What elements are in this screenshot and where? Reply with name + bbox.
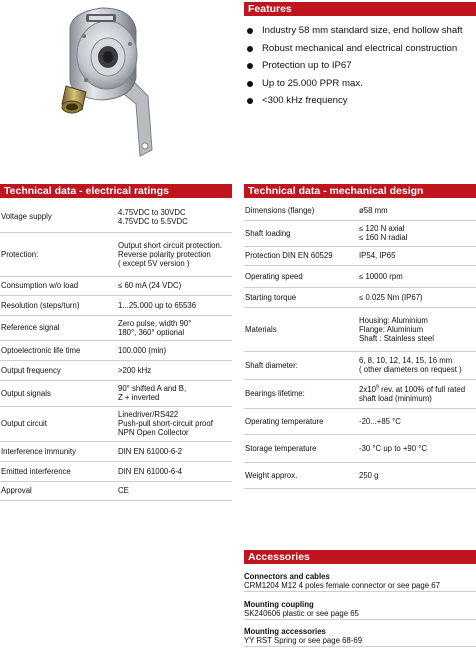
accessory-item — [244, 600, 476, 620]
table-row — [0, 406, 232, 441]
accessory-text: SK240606 plastic or see page 65 — [244, 609, 359, 618]
electrical-spec-value: >200 kHz — [118, 365, 152, 375]
mechanical-spec-value: -30 °C up to +90 °C — [359, 443, 427, 453]
electrical-spec-label: Interference immunity — [1, 446, 76, 456]
table-row — [244, 408, 476, 434]
electrical-spec-value: 100.000 (min) — [118, 345, 167, 355]
table-row — [244, 462, 476, 488]
feature-text: <300 kHz frequency — [262, 95, 348, 106]
electrical-spec-label: Consumption w/o load — [1, 281, 79, 290]
table-row — [0, 202, 232, 232]
table-row — [0, 380, 232, 406]
electrical-spec-value: Zero pulse, width 90° 180°, 360° optional — [118, 318, 192, 337]
electrical-spec-label: Optoelectronic life time — [1, 345, 81, 355]
electrical-ratings-table — [0, 202, 232, 501]
feature-item — [246, 24, 476, 38]
electrical-spec-value: DIN EN 61000-6-2 — [118, 446, 183, 456]
mechanical-spec-value: -20...+85 °C — [359, 416, 401, 426]
feature-text: Industry 58 mm standard size, end hollow shaft — [262, 25, 463, 36]
electrical-spec-label: Resolution (steps/turn) — [1, 300, 80, 310]
table-row — [244, 265, 476, 287]
mechanical-spec-label: Weight approx. — [245, 470, 298, 480]
feature-text: Protection up to IP67 — [262, 60, 352, 71]
mechanical-spec-label: Operating speed — [245, 271, 303, 281]
mechanical-spec-value: IP54, IP65 — [359, 251, 396, 260]
accessory-title: Mounting accessories — [244, 627, 326, 636]
table-row — [0, 295, 232, 315]
table-row — [244, 202, 476, 220]
bullet-icon — [247, 63, 253, 69]
mechanical-spec-value: ø58 mm — [359, 206, 388, 216]
electrical-spec-label: Reference signal — [1, 323, 60, 332]
electrical-ratings-header: Technical data - electrical ratings — [0, 184, 232, 198]
mechanical-spec-label: Materials — [245, 324, 277, 334]
table-row — [0, 232, 232, 276]
electrical-spec-label: Output circuit — [1, 419, 47, 428]
table-row — [244, 246, 476, 265]
accessory-text: YY RST Spring or see page 68-69 — [244, 636, 363, 645]
mechanical-spec-value: 250 g — [359, 470, 379, 480]
feature-item — [246, 59, 476, 73]
feature-item — [246, 42, 476, 56]
electrical-spec-value: DIN EN 61000-6-4 — [118, 466, 183, 476]
table-row — [0, 315, 232, 340]
mechanical-spec-label: Protection DIN EN 60529 — [245, 251, 333, 260]
feature-item — [246, 94, 476, 108]
bullet-icon — [247, 28, 253, 34]
electrical-spec-label: Emitted interference — [1, 466, 71, 476]
accessory-title: Connectors and cables — [244, 572, 330, 581]
bullet-icon — [247, 98, 253, 104]
table-row — [244, 434, 476, 462]
feature-text: Robust mechanical and electrical construction — [262, 42, 458, 54]
product-image — [52, 0, 160, 158]
table-row — [244, 307, 476, 351]
mechanical-spec-label: Shaft diameter: — [245, 360, 298, 370]
mechanical-spec-value: Housing: Aluminium Flange: Aluminium Shaft : Stainless steel — [359, 315, 434, 343]
mechanical-spec-value: $2x10^9$ rev. at 100% of full rated shaft load (minimum) — [359, 383, 466, 403]
features-list — [246, 24, 476, 112]
accessories-header: Accessories — [244, 550, 476, 564]
table-row — [0, 441, 232, 461]
table-row — [0, 360, 232, 380]
table-row — [0, 340, 232, 360]
table-row — [0, 481, 232, 500]
mechanical-spec-value: 6, 8, 10, 12, 14, 15, 16 mm ( other diameters on request ) — [359, 356, 462, 374]
bullet-icon — [247, 46, 253, 52]
mechanical-spec-value: ≤ 120 N axial ≤ 160 N radial — [359, 224, 408, 242]
electrical-spec-value: Output short circuit protection. Reverse polarity protection ( except 5V version ) — [118, 240, 223, 268]
electrical-spec-value: 90° shifted A and B, Z + inverted — [118, 384, 187, 402]
accessory-item — [244, 627, 476, 647]
mechanical-design-header: Technical data - mechanical design — [244, 184, 476, 198]
electrical-spec-value: Linedriver/RS422 Push-pull short-circuit proof NPN Open Collector — [118, 410, 213, 437]
electrical-spec-label: Approval — [1, 486, 32, 495]
accessory-text: CRM1204 M12 4 poles female connector or see page 67 — [244, 581, 440, 590]
table-row — [0, 461, 232, 481]
table-row — [244, 351, 476, 379]
table-row — [244, 379, 476, 408]
electrical-spec-label: Output frequency — [1, 365, 61, 375]
mechanical-spec-label: Operating temperature — [245, 416, 324, 426]
table-row — [0, 276, 232, 295]
electrical-spec-label: Output signals — [1, 388, 51, 398]
feature-text: Up to 25.000 PPR max. — [262, 77, 363, 89]
electrical-spec-label: Voltage supply — [1, 212, 52, 222]
mechanical-spec-value: ≤ 10000 rpm — [359, 271, 403, 281]
features-header: Features — [244, 2, 476, 16]
mechanical-spec-value: ≤ 0.025 Nm (IP67) — [359, 292, 423, 302]
table-row — [244, 287, 476, 307]
electrical-spec-label: Protection: — [1, 249, 39, 259]
feature-item — [246, 77, 476, 91]
mechanical-spec-label: Shaft loading — [245, 228, 291, 238]
accessory-title: Mounting coupling — [244, 600, 314, 609]
electrical-spec-value: CE — [118, 486, 129, 495]
mechanical-design-table — [244, 202, 476, 489]
electrical-spec-value: ≤ 60 mA (24 VDC) — [118, 281, 182, 290]
mechanical-spec-label: Dimensions (flange) — [245, 206, 315, 216]
bullet-icon — [247, 81, 253, 87]
electrical-spec-value: 1...25.000 up to 65536 — [118, 300, 197, 310]
mechanical-spec-label: Bearings lifetime: — [245, 389, 305, 398]
table-row — [244, 220, 476, 246]
accessory-item — [244, 572, 476, 592]
mechanical-spec-label: Starting torque — [245, 292, 297, 302]
electrical-spec-value: 4.75VDC to 30VDC 4.75VDC to 5.5VDC — [118, 207, 188, 226]
mechanical-spec-label: Storage temperature — [245, 443, 317, 453]
